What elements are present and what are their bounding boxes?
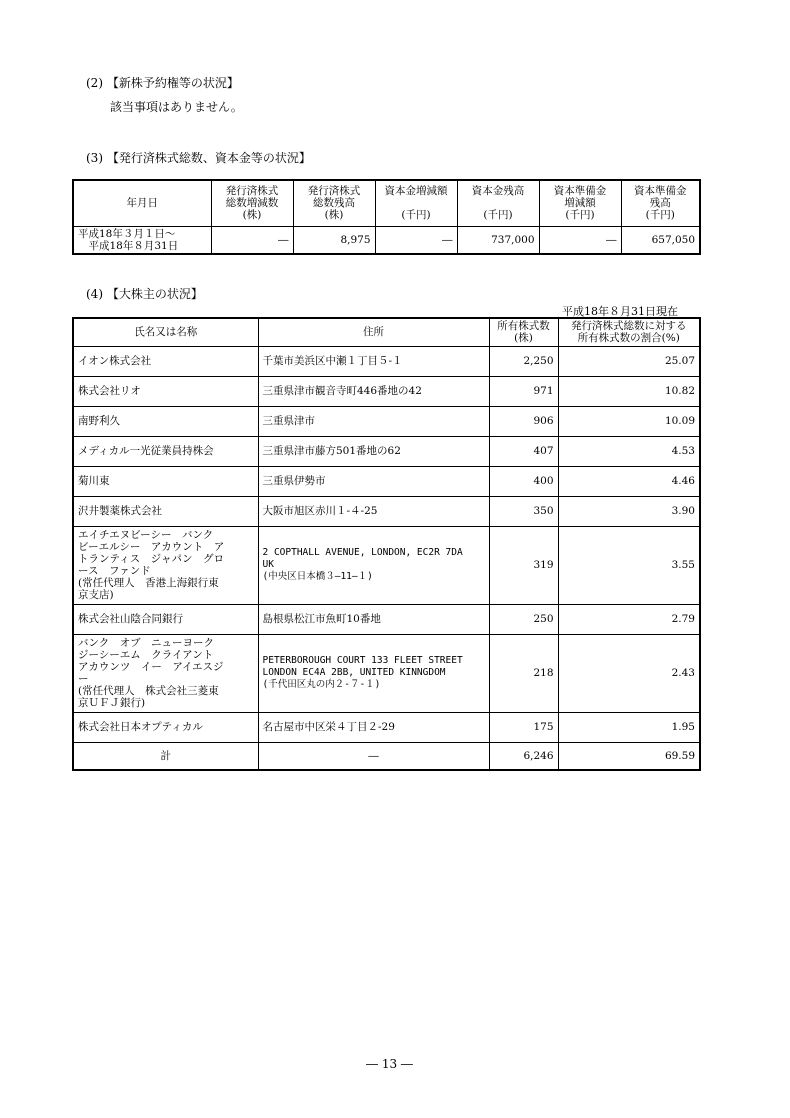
- shareholder-shares: 906: [489, 406, 558, 436]
- shareholder-ratio: 3.90: [558, 496, 700, 526]
- shareholder-name: メディカル一光従業員持株会: [73, 436, 258, 466]
- table-row: [73, 634, 700, 712]
- total-label: 計: [73, 742, 258, 770]
- header-capital-balance: 資本金残高 (千円): [457, 180, 539, 226]
- shareholders-body: [73, 346, 700, 742]
- shareholder-address: 2 COPTHALL AVENUE, LONDON, EC2R 7DA UK (中央区日本橋３―11―１): [258, 526, 489, 604]
- shareholder-name: 沢井製薬株式会社: [73, 496, 258, 526]
- shareholder-address: 大阪市旭区赤川１-４-25: [258, 496, 489, 526]
- total-address: ―: [258, 742, 489, 770]
- shareholder-name: 株式会社日本オプティカル: [73, 712, 258, 742]
- shareholders-table: [72, 317, 701, 771]
- header-reserve-balance: 資本準備金 残高 (千円): [621, 180, 700, 226]
- table-row: [73, 526, 700, 604]
- header-reserve-change: 資本準備金 増減額 (千円): [539, 180, 621, 226]
- shareholder-shares: 250: [489, 604, 558, 634]
- total-ratio: 69.59: [558, 742, 700, 770]
- shareholder-name: 株式会社山陰合同銀行: [73, 604, 258, 634]
- shareholder-ratio: 10.82: [558, 376, 700, 406]
- table-row: [73, 376, 700, 406]
- section-2-body: 該当事項はありません。: [110, 100, 243, 114]
- table-row: [73, 466, 700, 496]
- shareholder-shares: 2,250: [489, 346, 558, 376]
- header-ratio: 発行済株式総数に対する 所有株式数の割合(%): [558, 318, 700, 346]
- shareholder-address: 千葉市美浜区中瀬１丁目５-１: [258, 346, 489, 376]
- shareholder-name: 菊川東: [73, 466, 258, 496]
- capital-table: [72, 179, 701, 255]
- table-row: [73, 406, 700, 436]
- shareholder-ratio: 25.07: [558, 346, 700, 376]
- table-row: [73, 436, 700, 466]
- cell-capital-balance: 737,000: [457, 226, 539, 254]
- section-4-heading: (4) 【大株主の状況】: [86, 287, 203, 301]
- section-2-heading: (2) 【新株予約権等の状況】: [86, 76, 239, 90]
- shareholder-name: イオン株式会社: [73, 346, 258, 376]
- total-row: [73, 742, 700, 770]
- cell-capital-change: ―: [375, 226, 457, 254]
- shareholder-ratio: 3.55: [558, 526, 700, 604]
- table-row: [73, 496, 700, 526]
- shareholder-ratio: 4.46: [558, 466, 700, 496]
- total-shares: 6,246: [489, 742, 558, 770]
- shareholder-ratio: 10.09: [558, 406, 700, 436]
- cell-date: 平成18年３月１日～ 平成18年８月31日: [73, 226, 211, 254]
- shareholder-address: PETERBOROUGH COURT 133 FLEET STREET LONDON EC4A 2BB, UNITED KINNGDOM (千代田区丸の内２-７-１): [258, 634, 489, 712]
- shareholder-address: 三重県津市: [258, 406, 489, 436]
- shareholder-ratio: 1.95: [558, 712, 700, 742]
- shareholder-address: 三重県伊勢市: [258, 466, 489, 496]
- header-shares: 所有株式数 (株): [489, 318, 558, 346]
- shareholder-ratio: 2.43: [558, 634, 700, 712]
- shareholder-shares: 971: [489, 376, 558, 406]
- as-of-date: 平成18年８月31日現在: [562, 305, 678, 318]
- table-row: [73, 712, 700, 742]
- shareholder-address: 島根県松江市魚町10番地: [258, 604, 489, 634]
- shareholder-address: 三重県津市藤方501番地の62: [258, 436, 489, 466]
- shareholder-ratio: 4.53: [558, 436, 700, 466]
- shareholder-shares: 400: [489, 466, 558, 496]
- shareholder-name: エイチエヌビーシー バンク ビーエルシー アカウント ア トランティス ジャパン グロ ース ファンド (常任代理人 香港上海銀行東 京支店): [73, 526, 258, 604]
- shareholder-shares: 218: [489, 634, 558, 712]
- shareholder-shares: 319: [489, 526, 558, 604]
- header-shares-balance: 発行済株式 総数残高 (株): [293, 180, 375, 226]
- shareholder-shares: 407: [489, 436, 558, 466]
- header-date: 年月日: [73, 180, 211, 226]
- cell-reserve-change: ―: [539, 226, 621, 254]
- shareholder-address: 三重県津市観音寺町446番地の42: [258, 376, 489, 406]
- table-row: [73, 346, 700, 376]
- shareholder-ratio: 2.79: [558, 604, 700, 634]
- shareholders-header-row: [73, 318, 700, 346]
- header-address: 住所: [258, 318, 489, 346]
- page-number: ― 13 ―: [366, 1057, 413, 1071]
- capital-table-header-row: [73, 180, 700, 226]
- header-shares-change: 発行済株式 総数増減数 (株): [211, 180, 293, 226]
- table-row: [73, 604, 700, 634]
- shareholder-shares: 175: [489, 712, 558, 742]
- shareholder-shares: 350: [489, 496, 558, 526]
- shareholder-address: 名古屋市中区栄４丁目２-29: [258, 712, 489, 742]
- shareholder-name: 南野利久: [73, 406, 258, 436]
- cell-shares-balance: 8,975: [293, 226, 375, 254]
- shareholder-name: 株式会社リオ: [73, 376, 258, 406]
- cell-shares-change: ―: [211, 226, 293, 254]
- header-capital-change: 資本金増減額 (千円): [375, 180, 457, 226]
- capital-table-row: [73, 226, 700, 254]
- section-3-heading: (3) 【発行済株式総数、資本金等の状況】: [86, 151, 311, 165]
- header-name: 氏名又は名称: [73, 318, 258, 346]
- cell-reserve-balance: 657,050: [621, 226, 700, 254]
- shareholder-name: バンク オブ ニューヨーク ジーシーエム クライアント アカウンツ イー アイエスジ ー (常任代理人 株式会社三菱東 京ＵＦＪ銀行): [73, 634, 258, 712]
